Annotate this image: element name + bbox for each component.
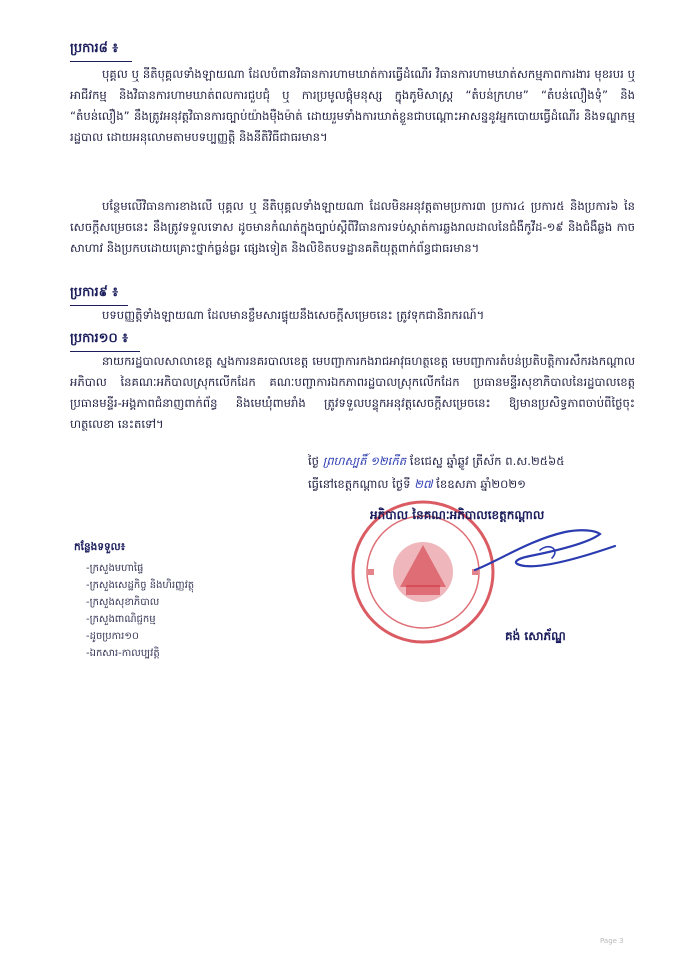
article-9-heading-text: ប្រការ៩ ៖ bbox=[70, 285, 119, 300]
cc-item: -ក្រសួងពាណិជ្ជកម្ម bbox=[86, 614, 156, 625]
place-date-line bbox=[308, 474, 638, 495]
lunar-date-handwritten: ព្រហស្បតិ៍ ១២កើត bbox=[322, 454, 407, 468]
article-8-paragraph-2: បន្ថែមលើវិធានការខាងលើ បុគ្គល ឬ នីតិបុគ្គលទាំងឡាយណា ដែលមិនអនុវត្តតាមប្រការ៣ ប្រការ៤ ប្រការ៥ និងប្រការ៦ នៃសេចក្តីសម្រេចនេះ នឹងត្រូវទទួលទោស ដូចមានកំណត់ក្នុងច្បាប់ស្តីពីវិធានការទប់ស្កាត់ការឆ្លងរាលដាលនៃជំងឺកូវីដ-១៩ និងជំងឺឆ្លង កាចសាហាវ និងប្រកបដោយគ្រោះថ្នាក់ធ្ងន់ធ្ងរ ផ្សេងទៀត និងលិខិតបទដ្ឋានគតិយុត្តពាក់ព័ន្ធជាធរមាន។ bbox=[70, 199, 635, 255]
cc-title: កន្លែងទទួល៖ bbox=[74, 541, 126, 553]
lunar-date-line bbox=[308, 451, 638, 472]
article-10-paragraph: នាយករដ្ឋបាលសាលាខេត្ត ស្នងការនគរបាលខេត្ត មេបញ្ជាការកងរាជអាវុធហត្ថខេត្ត មេបញ្ជាការតំបន់ប្រតិបត្តិការសឹករងកណ្តាល អភិបាល នៃគណៈអភិបាលស្រុកលើកដែក គណៈបញ្ជាការឯកភាពរដ្ឋបាលស្រុកលើកដែក ប្រធានមន្ទីរសុខាភិបាលនៃរដ្ឋបាលខេត្ត ប្រធានមន្ទីរ-អង្គភាពជំនាញពាក់ព័ន្ធ និងមេឃុំពាមរាំង ត្រូវទទួលបន្ទុកអនុវត្តសេចក្តីសម្រេចនេះ ឱ្យមានប្រសិទ្ធភាពចាប់ពីថ្ងៃចុះហត្ថលេខា នេះតទៅ។ bbox=[70, 354, 635, 431]
article-8-heading-underline bbox=[70, 61, 132, 62]
cc-item: -ក្រសួងមហាផ្ទៃ bbox=[86, 563, 144, 574]
article-10-heading bbox=[70, 330, 140, 352]
cc-list bbox=[86, 560, 194, 662]
page-number: Page 3 bbox=[600, 937, 624, 945]
article-8-paragraph-1: បុគ្គល ឬ នីតិបុគ្គលទាំងឡាយណា ដែលបំពានវិធានការហាមឃាត់ការធ្វើដំណើរ វិធានការហាមឃាត់សកម្មភាពការងារ មុខរបរ ឬ អាជីវកម្ម និងវិធានការហាមឃាត់ពលការជួបជុំ ឬ ការប្រមូលផ្តុំមនុស្ស ក្នុងភូមិសាស្ត្រ “តំបន់ក្រហម” “តំបន់លឿងទុំ” និង “តំបន់លឿង” នឹងត្រូវអនុវត្តវិធានការច្បាប់យ៉ាងម៉ឺងម៉ាត់ ដោយរួមទាំងការឃាត់ខ្លួនជាបណ្ដោះអាសន្ននូវអ្នកបោយធ្វើដំណើរ និងទណ្ឌកម្មរដ្ឋបាល ដោយអនុលោមតាមបទប្បញ្ញត្តិ និងនីតិវិធីជាធរមាន។ bbox=[70, 67, 635, 144]
signer-title: អភិបាល នៃគណៈអភិបាលខេត្តកណ្តាល bbox=[370, 508, 545, 522]
signature-icon bbox=[470, 520, 620, 580]
article-10-heading-text: ប្រការ១០ ៖ bbox=[70, 331, 128, 346]
cc-item: -ក្រសួងសេដ្ឋកិច្ច និងហិរញ្ញវត្ថុ bbox=[86, 580, 195, 591]
signer-name: គង់ សោភ័ណ្ឌ bbox=[505, 629, 566, 643]
article-8-heading bbox=[70, 40, 132, 62]
article-9-paragraph: បទបញ្ញត្តិទាំងឡាយណា ដែលមានខ្លឹមសារផ្ទុយនឹងសេចក្តីសម្រេចនេះ ត្រូវទុកជានិរាករណ៍។ bbox=[102, 308, 485, 322]
article-8-heading-text: ប្រការ៨ ៖ bbox=[70, 41, 119, 56]
cc-item: -ក្រសួងសុខាភិបាល bbox=[86, 597, 160, 608]
place-date-handwritten-day: ២៧ bbox=[414, 477, 433, 491]
place-date-suffix: ខែឧសភា ឆ្នាំ២០២១ bbox=[436, 477, 526, 491]
cc-item: -ឯកសារ-កាលប្បវត្តិ bbox=[86, 648, 160, 659]
article-9-heading bbox=[70, 284, 128, 306]
place-date-prefix: ធ្វើនៅខេត្តកណ្តាល ថ្ងៃទី bbox=[308, 477, 411, 491]
lunar-date-prefix: ថ្ងៃ bbox=[308, 454, 320, 468]
lunar-date-suffix: ខែជេស្ឋ ឆ្នាំឆ្លូវ ត្រីស័ក ព.ស.២៥៦៥ bbox=[409, 454, 565, 468]
cc-item: -ដូចប្រការ១០ bbox=[86, 631, 139, 642]
